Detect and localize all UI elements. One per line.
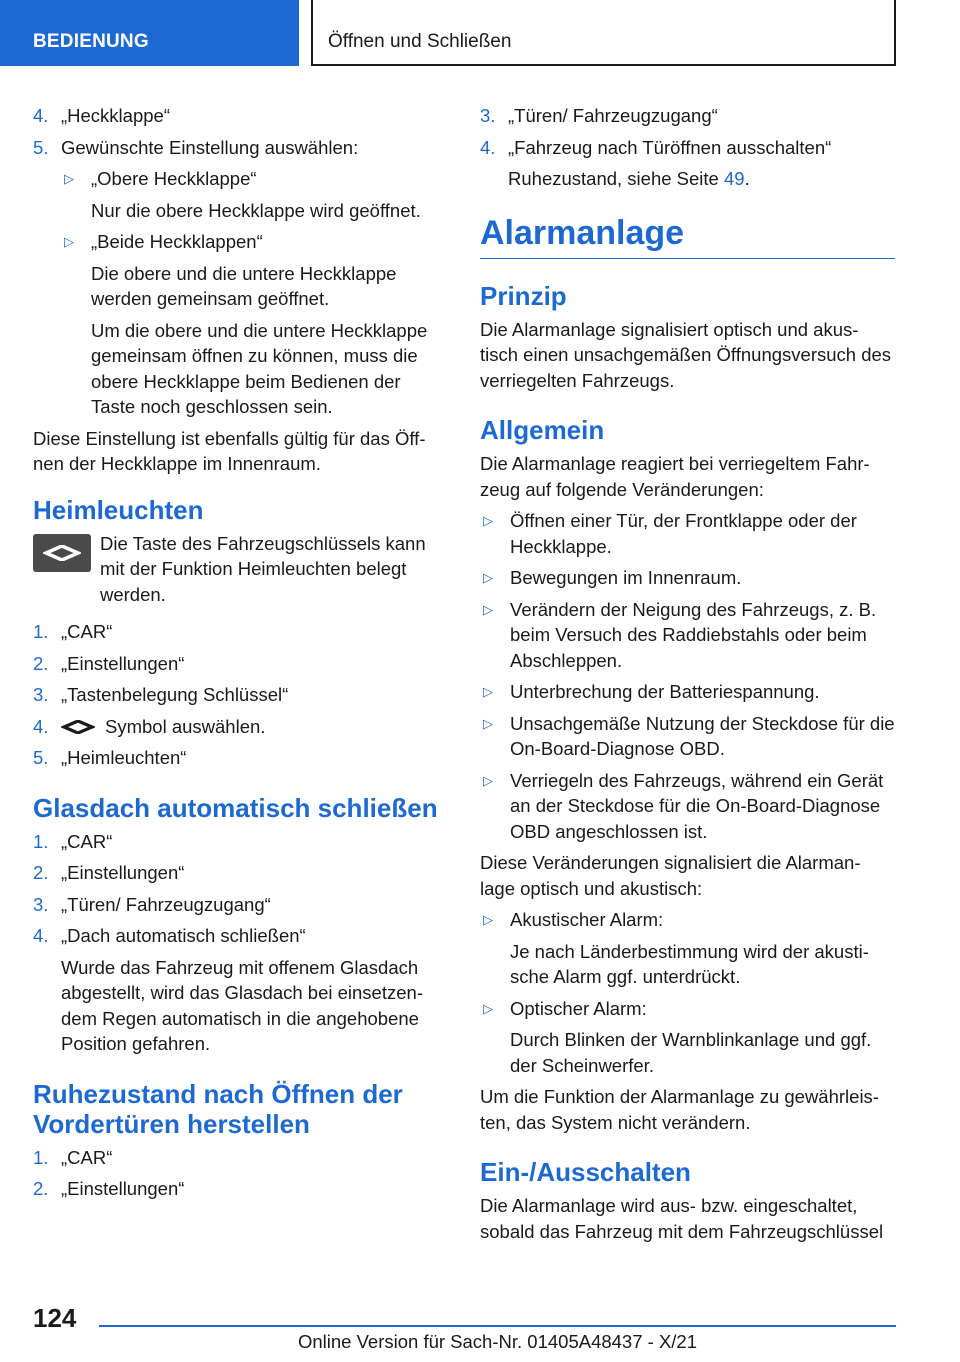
list-text-with-icon <box>61 714 265 740</box>
page-header <box>0 0 960 66</box>
bullet-text: „Beide Heckklappen“ <box>91 231 263 252</box>
allgemein-list <box>480 508 895 844</box>
bullet-item <box>61 166 445 192</box>
triangle-right-icon: ▷ <box>483 1000 493 1016</box>
chevron-symbol-icon <box>61 720 95 734</box>
bullet-text: „Obere Heckklappe“ <box>91 168 257 189</box>
list-item <box>33 651 445 677</box>
bullet-item <box>480 996 895 1022</box>
list-number: 4. <box>33 105 49 126</box>
bullet-item <box>480 711 895 762</box>
list-item <box>33 682 445 708</box>
chapter-title: Öffnen und Schließen <box>328 31 512 52</box>
page-number: 124 <box>33 1303 77 1333</box>
list-item <box>480 103 895 129</box>
paragraph: Diese Veränderungen signalisiert die Alarman‐ lage optisch und akustisch: <box>480 852 861 899</box>
bullet-item <box>480 907 895 933</box>
triangle-right-icon: ▷ <box>483 772 493 788</box>
bullet-text: Verriegeln des Fahrzeugs, während ein Gerät an der Steckdose für die On-Board-Diagnose OBD angeschlossen ist. <box>510 769 884 842</box>
bullet-item <box>480 768 895 845</box>
list-text: „Fahrzeug nach Türöffnen ausschalten“ <box>508 136 832 158</box>
list-number: 3. <box>33 684 49 705</box>
bullet-item <box>480 565 895 591</box>
footer-divider <box>99 1325 896 1327</box>
list-item <box>33 1176 445 1202</box>
list-text: „CAR“ <box>61 621 113 642</box>
sub-list <box>33 166 445 420</box>
list-item <box>33 892 445 918</box>
list-item <box>33 745 445 771</box>
triangle-right-icon: ▷ <box>483 513 493 528</box>
list-number: 4. <box>33 925 49 946</box>
list-text: „Einstellungen“ <box>61 1178 185 1199</box>
signal-list <box>480 907 895 1078</box>
bullet-text: Öffnen einer Tür, der Frontklappe oder der Heckklappe. <box>510 510 857 557</box>
list-text: „Türen/ Fahrzeugzugang“ <box>508 105 718 126</box>
bullet-text: Akustischer Alarm: <box>510 909 664 930</box>
key-description <box>33 531 445 608</box>
list-text: Symbol auswählen. <box>105 715 266 737</box>
paragraph: Diese Einstellung ist ebenfalls gültig für das Öff‐ nen der Heckklappe im Innenraum. <box>33 427 426 474</box>
heading-allgemein: Allgemein <box>480 415 605 445</box>
note-text: Ruhezustand, siehe Seite <box>508 168 724 189</box>
heading-heimleuchten: Heimleuchten <box>33 494 204 525</box>
bullet-note: Um die obere und die untere Heckklappe gemeinsam öffnen zu können, muss die obere Heckklappe beim Bedienen der Taste noch geschlossen sein. <box>91 319 428 417</box>
heim-steps <box>33 619 445 771</box>
paragraph: Die Alarmanlage reagiert bei verriegeltem Fahr‐ zeug auf folgende Veränderungen: <box>480 453 870 500</box>
home-light-key-icon <box>33 534 91 572</box>
paragraph: Die Alarmanlage wird aus- bzw. eingeschaltet, sobald das Fahrzeug mit dem Fahrzeugschlüssel <box>480 1195 884 1242</box>
list-text: Gewünschte Einstellung auswählen: <box>61 136 359 158</box>
list-text: „CAR“ <box>61 1146 113 1168</box>
bullet-text: Unsachgemäße Nutzung der Steckdose für die On-Board-Diagnose OBD. <box>510 712 895 759</box>
triangle-right-icon: ▷ <box>483 684 493 699</box>
triangle-right-icon: ▷ <box>483 715 493 731</box>
bullet-item <box>480 597 895 674</box>
list-number: 1. <box>33 621 49 642</box>
triangle-right-icon: ▷ <box>483 601 493 617</box>
list-text: „Tastenbelegung Schlüssel“ <box>61 684 289 705</box>
list-number: 5. <box>33 747 49 768</box>
glas-steps <box>33 829 445 1057</box>
list-item <box>33 860 445 886</box>
list-text: „Türen/ Fahrzeugzugang“ <box>61 893 271 915</box>
triangle-right-icon: ▷ <box>64 171 74 186</box>
paragraph: Die Alarmanlage signalisiert optisch und akus‐ tisch einen unsachgemäßen Öffnungsversuch des verriegelten Fahrzeugs. <box>480 318 892 391</box>
list-text: „Heckklappe“ <box>61 105 170 126</box>
left-column <box>33 103 445 1202</box>
list-number: 3. <box>480 105 496 126</box>
bullet-text: Unterbrechung der Batteriespannung. <box>510 681 820 702</box>
heading-ein-ausschalten: Ein-/Ausschalten <box>480 1157 691 1187</box>
triangle-right-icon: ▷ <box>483 570 493 585</box>
list-item <box>480 135 895 161</box>
list-item <box>33 103 445 129</box>
list-text: „Heimleuchten“ <box>61 747 187 768</box>
bullet-item <box>480 679 895 705</box>
list-number: 2. <box>33 652 49 674</box>
step-note <box>480 166 895 192</box>
step-note: Wurde das Fahrzeug mit offenem Glasdach abgestellt, wird das Glasdach bei einsetzen‐ dem Regen automatisch in die angehobene Position gefahren. <box>61 956 423 1054</box>
bullet-note: Nur die obere Heckklappe wird geöffnet. <box>91 199 421 221</box>
list-item <box>33 829 445 855</box>
bullet-note: Durch Blinken der Warnblinkanlage und ggf. der Scheinwerfer. <box>510 1029 872 1076</box>
bullet-text: Bewegungen im Innenraum. <box>510 567 742 588</box>
heading-alarmanlage: Alarmanlage <box>480 212 895 259</box>
bullet-note: Je nach Länderbestimmung wird der akusti‐ sche Alarm ggf. unterdrückt. <box>510 940 869 987</box>
list-item <box>33 135 445 161</box>
list-item <box>33 923 445 949</box>
note-end: . <box>744 168 750 189</box>
page-link[interactable]: 49 <box>723 168 745 189</box>
list-number: 3. <box>33 893 49 915</box>
list-text: „Einstellungen“ <box>61 862 185 883</box>
list-number: 4. <box>33 715 49 737</box>
list-number: 1. <box>33 830 49 852</box>
heading-prinzip: Prinzip <box>480 280 567 311</box>
chapter-box <box>311 0 896 66</box>
list-number: 1. <box>33 1146 49 1168</box>
paragraph: Um die Funktion der Alarmanlage zu gewährleis‐ ten, das System nicht verändern. <box>480 1086 879 1133</box>
list-number: 5. <box>33 136 49 158</box>
list-number: 4. <box>480 136 496 158</box>
list-number: 2. <box>33 862 49 883</box>
bullet-text: Verändern der Neigung des Fahrzeugs, z. B. beim Versuch des Raddiebstahls oder beim Abschleppen. <box>510 598 877 671</box>
list-item <box>33 619 445 645</box>
bullet-text: Optischer Alarm: <box>510 997 647 1019</box>
section-title: BEDIENUNG <box>33 31 149 52</box>
key-text: Die Taste des Fahrzeugschlüssels kann mit der Funktion Heimleuchten belegt werden. <box>100 532 426 605</box>
bullet-item <box>61 229 445 255</box>
list-item <box>33 714 445 740</box>
ruhe-steps-left <box>33 1145 445 1202</box>
bullet-note: Die obere und die untere Heckklappe werden gemeinsam geöffnet. <box>91 262 397 309</box>
section-tab <box>0 0 299 66</box>
bullet-item <box>480 508 895 559</box>
heading-glasdach: Glasdach automatisch schließen <box>33 792 438 823</box>
list-text: „Dach automatisch schließen“ <box>61 925 306 946</box>
right-column <box>480 103 895 1244</box>
triangle-right-icon: ▷ <box>64 234 74 249</box>
triangle-right-icon: ▷ <box>483 912 493 927</box>
list-text: „Einstellungen“ <box>61 652 185 674</box>
list-text: „CAR“ <box>61 830 113 852</box>
list-item <box>33 1145 445 1171</box>
heading-ruhezustand: Ruhezustand nach Öffnen der Vordertüren herstellen <box>33 1078 403 1139</box>
list-number: 2. <box>33 1178 49 1199</box>
footer-online-version: Online Version für Sach-Nr. 01405A48437 - X/21 <box>297 1331 698 1352</box>
